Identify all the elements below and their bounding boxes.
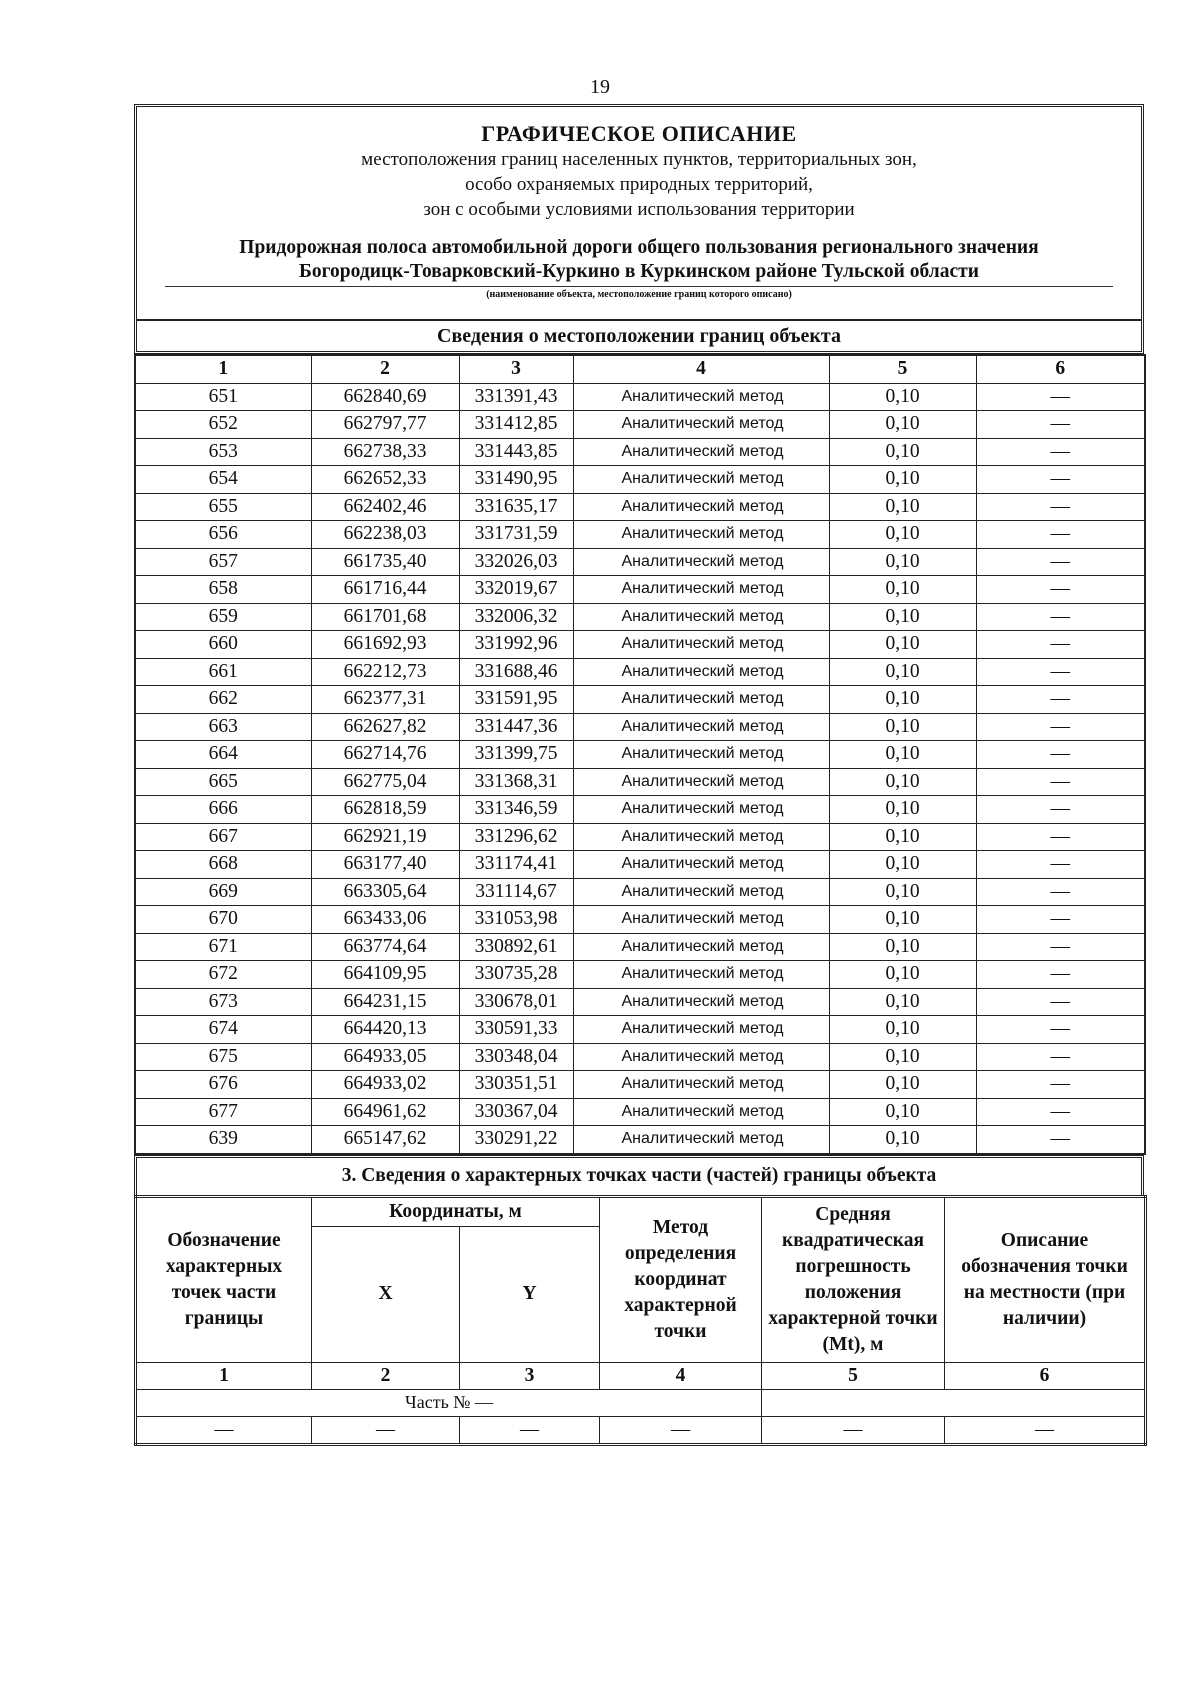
empty-cell: — bbox=[460, 1416, 600, 1444]
point-number-cell: 660 bbox=[135, 631, 311, 659]
subtitle-line-1: местоположения границ населенных пунктов, территориальных зон, bbox=[361, 149, 917, 170]
table-row bbox=[135, 411, 1145, 439]
column-number: 5 bbox=[762, 1362, 945, 1389]
column-number: 1 bbox=[135, 355, 311, 383]
description-cell: — bbox=[976, 796, 1145, 824]
x-coordinate-cell: 664109,95 bbox=[311, 961, 459, 989]
description-cell: — bbox=[976, 823, 1145, 851]
document-frame bbox=[134, 104, 1144, 1446]
object-name-line-2: Богородицк-Товарковский-Куркино в Куркинском районе Тульской области bbox=[299, 261, 979, 282]
y-coordinate-cell: 330367,04 bbox=[459, 1098, 573, 1126]
header-description: Описание обозначения точки на местности (при наличии) bbox=[945, 1196, 1146, 1362]
subtitle-line-2: особо охраняемых природных территорий, bbox=[465, 174, 813, 195]
x-coordinate-cell: 661701,68 bbox=[311, 603, 459, 631]
x-coordinate-cell: 662775,04 bbox=[311, 768, 459, 796]
empty-cell: — bbox=[136, 1416, 312, 1444]
y-coordinate-cell: 330892,61 bbox=[459, 933, 573, 961]
description-cell: — bbox=[976, 658, 1145, 686]
accuracy-cell: 0,10 bbox=[829, 823, 976, 851]
description-cell: — bbox=[976, 1071, 1145, 1099]
y-coordinate-cell: 331490,95 bbox=[459, 466, 573, 494]
y-coordinate-cell: 330678,01 bbox=[459, 988, 573, 1016]
y-coordinate-cell: 332006,32 bbox=[459, 603, 573, 631]
method-cell: Аналитический метод bbox=[573, 906, 829, 934]
object-caption: (наименование объекта, местоположение границ которого описано) bbox=[486, 289, 792, 300]
table-row bbox=[135, 521, 1145, 549]
description-cell: — bbox=[976, 1043, 1145, 1071]
table-row bbox=[135, 1043, 1145, 1071]
y-coordinate-cell: 331368,31 bbox=[459, 768, 573, 796]
object-name-line-1: Придорожная полоса автомобильной дороги общего пользования регионального значения bbox=[239, 237, 1039, 258]
object-underline bbox=[165, 286, 1113, 287]
x-coordinate-cell: 664961,62 bbox=[311, 1098, 459, 1126]
x-coordinate-cell: 663305,64 bbox=[311, 878, 459, 906]
x-coordinate-cell: 662652,33 bbox=[311, 466, 459, 494]
method-cell: Аналитический метод bbox=[573, 796, 829, 824]
method-cell: Аналитический метод bbox=[573, 933, 829, 961]
accuracy-cell: 0,10 bbox=[829, 521, 976, 549]
x-coordinate-cell: 662818,59 bbox=[311, 796, 459, 824]
part-label: Часть № — bbox=[136, 1389, 762, 1416]
y-coordinate-cell: 331635,17 bbox=[459, 493, 573, 521]
table-row bbox=[135, 1126, 1145, 1154]
description-cell: — bbox=[976, 383, 1145, 411]
part-table-header-row bbox=[136, 1196, 1146, 1227]
y-coordinate-cell: 330348,04 bbox=[459, 1043, 573, 1071]
y-coordinate-cell: 331688,46 bbox=[459, 658, 573, 686]
point-number-cell: 661 bbox=[135, 658, 311, 686]
x-coordinate-cell: 663774,64 bbox=[311, 933, 459, 961]
point-number-cell: 675 bbox=[135, 1043, 311, 1071]
column-number: 2 bbox=[311, 355, 459, 383]
x-coordinate-cell: 661735,40 bbox=[311, 548, 459, 576]
accuracy-cell: 0,10 bbox=[829, 658, 976, 686]
description-cell: — bbox=[976, 1098, 1145, 1126]
table-row bbox=[135, 796, 1145, 824]
column-number: 3 bbox=[460, 1362, 600, 1389]
table-row bbox=[135, 1098, 1145, 1126]
accuracy-cell: 0,10 bbox=[829, 1071, 976, 1099]
empty-cell: — bbox=[312, 1416, 460, 1444]
table-row bbox=[135, 906, 1145, 934]
method-cell: Аналитический метод bbox=[573, 1043, 829, 1071]
accuracy-cell: 0,10 bbox=[829, 1016, 976, 1044]
description-cell: — bbox=[976, 961, 1145, 989]
method-cell: Аналитический метод bbox=[573, 548, 829, 576]
x-coordinate-cell: 664933,05 bbox=[311, 1043, 459, 1071]
point-number-cell: 666 bbox=[135, 796, 311, 824]
header-error: Средняя квадратическая погрешность положения характерной точки (Mt), м bbox=[762, 1196, 945, 1362]
part-column-numbers-row bbox=[136, 1362, 1146, 1389]
table-row bbox=[135, 383, 1145, 411]
x-coordinate-cell: 664231,15 bbox=[311, 988, 459, 1016]
column-number: 6 bbox=[976, 355, 1145, 383]
accuracy-cell: 0,10 bbox=[829, 466, 976, 494]
y-coordinate-cell: 330291,22 bbox=[459, 1126, 573, 1154]
section-title: Сведения о местоположении границ объекта bbox=[137, 319, 1141, 351]
table-row bbox=[135, 1071, 1145, 1099]
y-coordinate-cell: 331174,41 bbox=[459, 851, 573, 879]
table-header-row bbox=[135, 355, 1145, 383]
header-designation: Обозначение характерных точек части границы bbox=[136, 1196, 312, 1362]
point-number-cell: 656 bbox=[135, 521, 311, 549]
accuracy-cell: 0,10 bbox=[829, 411, 976, 439]
y-coordinate-cell: 331447,36 bbox=[459, 713, 573, 741]
description-cell: — bbox=[976, 878, 1145, 906]
description-cell: — bbox=[976, 686, 1145, 714]
y-coordinate-cell: 330735,28 bbox=[459, 961, 573, 989]
y-coordinate-cell: 330351,51 bbox=[459, 1071, 573, 1099]
y-coordinate-cell: 331443,85 bbox=[459, 438, 573, 466]
method-cell: Аналитический метод bbox=[573, 851, 829, 879]
method-cell: Аналитический метод bbox=[573, 768, 829, 796]
accuracy-cell: 0,10 bbox=[829, 1126, 976, 1154]
point-number-cell: 672 bbox=[135, 961, 311, 989]
y-coordinate-cell: 331053,98 bbox=[459, 906, 573, 934]
y-coordinate-cell: 331412,85 bbox=[459, 411, 573, 439]
x-coordinate-cell: 664420,13 bbox=[311, 1016, 459, 1044]
method-cell: Аналитический метод bbox=[573, 631, 829, 659]
empty-cell: — bbox=[762, 1416, 945, 1444]
method-cell: Аналитический метод bbox=[573, 576, 829, 604]
accuracy-cell: 0,10 bbox=[829, 988, 976, 1016]
point-number-cell: 659 bbox=[135, 603, 311, 631]
y-coordinate-cell: 331296,62 bbox=[459, 823, 573, 851]
y-coordinate-cell: 331399,75 bbox=[459, 741, 573, 769]
method-cell: Аналитический метод bbox=[573, 961, 829, 989]
method-cell: Аналитический метод bbox=[573, 713, 829, 741]
table-row bbox=[135, 741, 1145, 769]
description-cell: — bbox=[976, 521, 1145, 549]
accuracy-cell: 0,10 bbox=[829, 576, 976, 604]
boundary-points-body bbox=[135, 383, 1145, 1154]
accuracy-cell: 0,10 bbox=[829, 741, 976, 769]
accuracy-cell: 0,10 bbox=[829, 961, 976, 989]
header-y: Y bbox=[460, 1227, 600, 1362]
description-cell: — bbox=[976, 1126, 1145, 1154]
part-empty-row bbox=[136, 1416, 1146, 1444]
point-number-cell: 658 bbox=[135, 576, 311, 604]
y-coordinate-cell: 331591,95 bbox=[459, 686, 573, 714]
y-coordinate-cell: 331346,59 bbox=[459, 796, 573, 824]
description-cell: — bbox=[976, 741, 1145, 769]
boundary-points-table bbox=[134, 354, 1146, 1155]
table-row bbox=[135, 768, 1145, 796]
y-coordinate-cell: 331391,43 bbox=[459, 383, 573, 411]
point-number-cell: 665 bbox=[135, 768, 311, 796]
column-number: 5 bbox=[829, 355, 976, 383]
accuracy-cell: 0,10 bbox=[829, 438, 976, 466]
description-cell: — bbox=[976, 493, 1145, 521]
table-row bbox=[135, 713, 1145, 741]
x-coordinate-cell: 662238,03 bbox=[311, 521, 459, 549]
point-number-cell: 655 bbox=[135, 493, 311, 521]
y-coordinate-cell: 331114,67 bbox=[459, 878, 573, 906]
x-coordinate-cell: 662797,77 bbox=[311, 411, 459, 439]
x-coordinate-cell: 664933,02 bbox=[311, 1071, 459, 1099]
table-row bbox=[135, 933, 1145, 961]
method-cell: Аналитический метод bbox=[573, 1126, 829, 1154]
x-coordinate-cell: 662627,82 bbox=[311, 713, 459, 741]
header-coordinates: Координаты, м bbox=[312, 1196, 600, 1227]
table-row bbox=[135, 631, 1145, 659]
accuracy-cell: 0,10 bbox=[829, 548, 976, 576]
point-number-cell: 673 bbox=[135, 988, 311, 1016]
x-coordinate-cell: 662714,76 bbox=[311, 741, 459, 769]
y-coordinate-cell: 331992,96 bbox=[459, 631, 573, 659]
column-number: 4 bbox=[573, 355, 829, 383]
point-number-cell: 668 bbox=[135, 851, 311, 879]
x-coordinate-cell: 661716,44 bbox=[311, 576, 459, 604]
x-coordinate-cell: 665147,62 bbox=[311, 1126, 459, 1154]
description-cell: — bbox=[976, 988, 1145, 1016]
x-coordinate-cell: 662921,19 bbox=[311, 823, 459, 851]
page-number: 19 bbox=[590, 76, 610, 98]
accuracy-cell: 0,10 bbox=[829, 768, 976, 796]
method-cell: Аналитический метод bbox=[573, 878, 829, 906]
description-cell: — bbox=[976, 631, 1145, 659]
accuracy-cell: 0,10 bbox=[829, 686, 976, 714]
document-title: ГРАФИЧЕСКОЕ ОПИСАНИЕ bbox=[481, 121, 797, 146]
accuracy-cell: 0,10 bbox=[829, 713, 976, 741]
method-cell: Аналитический метод bbox=[573, 411, 829, 439]
method-cell: Аналитический метод bbox=[573, 988, 829, 1016]
method-cell: Аналитический метод bbox=[573, 1098, 829, 1126]
description-cell: — bbox=[976, 576, 1145, 604]
point-number-cell: 677 bbox=[135, 1098, 311, 1126]
point-number-cell: 663 bbox=[135, 713, 311, 741]
table-row bbox=[135, 878, 1145, 906]
point-number-cell: 651 bbox=[135, 383, 311, 411]
table-row bbox=[135, 466, 1145, 494]
description-cell: — bbox=[976, 603, 1145, 631]
x-coordinate-cell: 661692,93 bbox=[311, 631, 459, 659]
accuracy-cell: 0,10 bbox=[829, 933, 976, 961]
accuracy-cell: 0,10 bbox=[829, 631, 976, 659]
method-cell: Аналитический метод bbox=[573, 823, 829, 851]
table-row bbox=[135, 603, 1145, 631]
x-coordinate-cell: 663433,06 bbox=[311, 906, 459, 934]
header-method: Метод определения координат характерной точки bbox=[600, 1196, 762, 1362]
accuracy-cell: 0,10 bbox=[829, 851, 976, 879]
point-number-cell: 639 bbox=[135, 1126, 311, 1154]
table-row bbox=[135, 438, 1145, 466]
subtitle-line-3: зон с особыми условиями использования территории bbox=[423, 199, 855, 220]
point-number-cell: 674 bbox=[135, 1016, 311, 1044]
table-row bbox=[135, 1016, 1145, 1044]
x-coordinate-cell: 662212,73 bbox=[311, 658, 459, 686]
description-cell: — bbox=[976, 1016, 1145, 1044]
point-number-cell: 657 bbox=[135, 548, 311, 576]
table-row bbox=[135, 851, 1145, 879]
column-number: 3 bbox=[459, 355, 573, 383]
section3-title: 3. Сведения о характерных точках части (частей) границы объекта bbox=[134, 1155, 1144, 1195]
point-number-cell: 652 bbox=[135, 411, 311, 439]
method-cell: Аналитический метод bbox=[573, 521, 829, 549]
point-number-cell: 671 bbox=[135, 933, 311, 961]
y-coordinate-cell: 332019,67 bbox=[459, 576, 573, 604]
description-cell: — bbox=[976, 933, 1145, 961]
column-number: 2 bbox=[312, 1362, 460, 1389]
description-cell: — bbox=[976, 466, 1145, 494]
empty-cell: — bbox=[945, 1416, 1146, 1444]
method-cell: Аналитический метод bbox=[573, 603, 829, 631]
point-number-cell: 676 bbox=[135, 1071, 311, 1099]
header-x: X bbox=[312, 1227, 460, 1362]
accuracy-cell: 0,10 bbox=[829, 1043, 976, 1071]
method-cell: Аналитический метод bbox=[573, 686, 829, 714]
point-number-cell: 654 bbox=[135, 466, 311, 494]
y-coordinate-cell: 332026,03 bbox=[459, 548, 573, 576]
point-number-cell: 667 bbox=[135, 823, 311, 851]
method-cell: Аналитический метод bbox=[573, 1016, 829, 1044]
x-coordinate-cell: 662840,69 bbox=[311, 383, 459, 411]
point-number-cell: 662 bbox=[135, 686, 311, 714]
y-coordinate-cell: 330591,33 bbox=[459, 1016, 573, 1044]
description-cell: — bbox=[976, 906, 1145, 934]
column-number: 6 bbox=[945, 1362, 1146, 1389]
method-cell: Аналитический метод bbox=[573, 466, 829, 494]
description-cell: — bbox=[976, 713, 1145, 741]
table-row bbox=[135, 548, 1145, 576]
method-cell: Аналитический метод bbox=[573, 741, 829, 769]
part-label-empty bbox=[762, 1389, 1146, 1416]
description-cell: — bbox=[976, 851, 1145, 879]
table-row bbox=[135, 658, 1145, 686]
description-cell: — bbox=[976, 768, 1145, 796]
method-cell: Аналитический метод bbox=[573, 658, 829, 686]
point-number-cell: 664 bbox=[135, 741, 311, 769]
table-row bbox=[135, 961, 1145, 989]
method-cell: Аналитический метод bbox=[573, 438, 829, 466]
column-number: 4 bbox=[600, 1362, 762, 1389]
accuracy-cell: 0,10 bbox=[829, 1098, 976, 1126]
x-coordinate-cell: 662402,46 bbox=[311, 493, 459, 521]
point-number-cell: 670 bbox=[135, 906, 311, 934]
table-row bbox=[135, 686, 1145, 714]
accuracy-cell: 0,10 bbox=[829, 603, 976, 631]
empty-cell: — bbox=[600, 1416, 762, 1444]
method-cell: Аналитический метод bbox=[573, 1071, 829, 1099]
description-cell: — bbox=[976, 548, 1145, 576]
x-coordinate-cell: 663177,40 bbox=[311, 851, 459, 879]
table-row bbox=[135, 576, 1145, 604]
x-coordinate-cell: 662738,33 bbox=[311, 438, 459, 466]
part-points-table bbox=[134, 1195, 1147, 1446]
x-coordinate-cell: 662377,31 bbox=[311, 686, 459, 714]
method-cell: Аналитический метод bbox=[573, 383, 829, 411]
description-cell: — bbox=[976, 411, 1145, 439]
header-box bbox=[134, 104, 1144, 354]
part-label-row bbox=[136, 1389, 1146, 1416]
description-cell: — bbox=[976, 438, 1145, 466]
table-row bbox=[135, 493, 1145, 521]
table-row bbox=[135, 988, 1145, 1016]
y-coordinate-cell: 331731,59 bbox=[459, 521, 573, 549]
accuracy-cell: 0,10 bbox=[829, 493, 976, 521]
point-number-cell: 669 bbox=[135, 878, 311, 906]
table-row bbox=[135, 823, 1145, 851]
accuracy-cell: 0,10 bbox=[829, 906, 976, 934]
accuracy-cell: 0,10 bbox=[829, 796, 976, 824]
column-number: 1 bbox=[136, 1362, 312, 1389]
accuracy-cell: 0,10 bbox=[829, 383, 976, 411]
method-cell: Аналитический метод bbox=[573, 493, 829, 521]
accuracy-cell: 0,10 bbox=[829, 878, 976, 906]
point-number-cell: 653 bbox=[135, 438, 311, 466]
